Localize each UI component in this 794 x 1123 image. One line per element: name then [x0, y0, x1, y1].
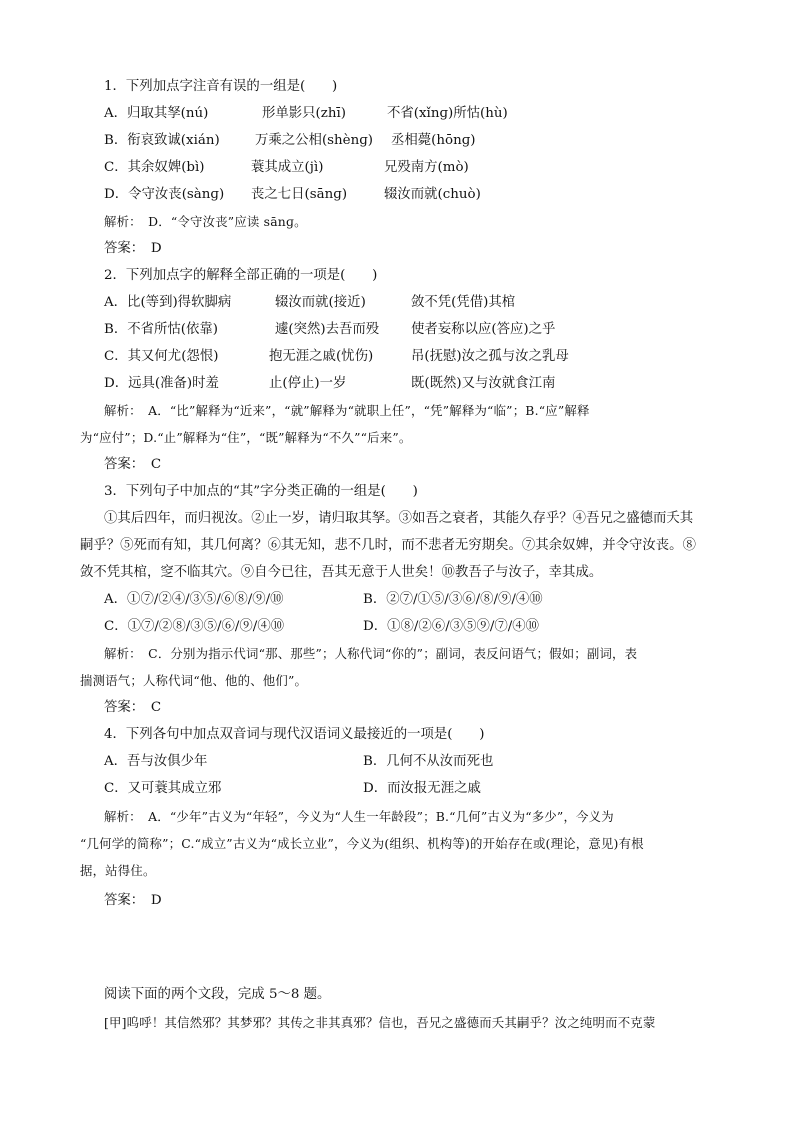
q1-b-1: B．衔哀致诚(xián)	[104, 133, 220, 148]
q1-option-c	[104, 159, 469, 177]
q2-d-2: 止(停止)一岁	[269, 376, 347, 391]
q2-a-1: A．比(等到)得软脚病	[104, 295, 232, 310]
reading-jia-line1: [甲]呜呼！其信然邪？其梦邪？其传之非其真邪？信也，吾兄之盛德而夭其嗣乎？汝之纯明而不克蒙	[104, 1015, 656, 1030]
q2-analysis-line1: 解析： A．“比”解释为“近来”，“就”解释为“就职上任”，“凭”解释为“临”；B.“应”解释	[104, 403, 590, 418]
q4-option-c: C．又可蓑其成立邪	[104, 781, 222, 796]
q2-analysis-line2: 为“应付”；D.“止”解释为“住”，“既”解释为“不久”“后来”。	[80, 430, 412, 445]
q3-option-b: B．②⑦/①⑤/③⑥/⑧/⑨/④⑩	[363, 592, 543, 607]
q3-text-line3: 敛不凭其棺，窆不临其穴。⑨自今已往，吾其无意于人世矣！⑩教吾子与汝子，幸其成。	[80, 565, 603, 580]
q1-analysis: 解析： D．“令守汝丧”应读 sānɡ。	[104, 214, 307, 229]
q1-a-2: 形单影只(zhī)	[262, 106, 346, 121]
q1-answer: 答案： D	[104, 241, 162, 256]
q2-a-3: 敛不凭(凭借)其棺	[411, 295, 516, 310]
q3-analysis-line2: 揣测语气；人称代词“他、他的、他们”。	[80, 673, 308, 688]
q4-analysis-line3: 据，站得住。	[80, 863, 156, 878]
q3-options-row1	[104, 591, 543, 609]
q4-answer: 答案： D	[104, 893, 162, 908]
q1-a-1: A．归取其孥(nú)	[104, 106, 209, 121]
q2-a-2: 辍汝而就(接近)	[275, 295, 366, 310]
q2-d-3: 既(既然)又与汝就食江南	[411, 376, 556, 391]
q1-stem: 1．下列加点字注音有误的一组是( )	[104, 79, 338, 94]
q1-d-2: 丧之七日(sānɡ)	[251, 187, 348, 202]
q3-options-row2	[104, 618, 540, 636]
q2-option-a	[104, 294, 516, 312]
q3-text-line1: ①其后四年，而归视汝。②止一岁，请归取其孥。③如吾之衰者，其能久存乎？④吾兄之盛德而夭其	[104, 511, 694, 526]
q2-option-c	[104, 348, 569, 366]
q3-stem: 3．下列句子中加点的“其”字分类正确的一组是( )	[104, 484, 418, 499]
q2-c-3: 吊(抚慰)汝之孤与汝之乳母	[411, 349, 569, 364]
q4-options-row2	[104, 780, 481, 798]
q4-stem: 4．下列各句中加点双音词与现代汉语词义最接近的一项是( )	[104, 727, 485, 742]
q3-text-line2: 嗣乎？⑤死而有知，其几何离？⑥其无知，悲不几时，而不悲者无穷期矣。⑦其余奴婢，并令守汝丧。⑧	[80, 538, 696, 553]
q1-option-a	[104, 105, 508, 123]
q4-option-a: A．吾与汝俱少年	[104, 754, 208, 769]
q1-c-2: 蓑其成立(jì)	[251, 160, 324, 175]
q3-option-c: C．①⑦/②⑧/③⑤/⑥/⑨/④⑩	[104, 619, 285, 634]
q1-b-3: 丞相薨(hōnɡ)	[391, 133, 476, 148]
q2-c-1: C．其又何尤(怨恨)	[104, 349, 219, 364]
q1-c-3: 兄殁南方(mò)	[384, 160, 469, 175]
q1-a-3: 不省(xǐnɡ)所怙(hù)	[387, 106, 508, 121]
q1-option-b	[104, 132, 476, 150]
q1-d-3: 辍汝而就(chuò)	[384, 187, 481, 202]
q2-b-3: 使者妄称以应(答应)之乎	[411, 322, 556, 337]
q3-answer: 答案： C	[104, 700, 162, 715]
q2-option-d	[104, 375, 556, 393]
q1-option-d	[104, 186, 481, 204]
q2-b-1: B．不省所怙(依靠)	[104, 322, 219, 337]
q2-c-2: 抱无涯之戚(忧伤)	[269, 349, 374, 364]
q2-d-1: D．远具(准备)时羞	[104, 376, 219, 391]
q4-option-b: B．几何不从汝而死也	[363, 754, 494, 769]
q4-analysis-line1: 解析： A．“少年”古义为“年轻”，今义为“人生一年龄段”；B.“几何”古义为“多少”，今义为	[104, 809, 614, 824]
q1-b-2: 万乘之公相(shènɡ)	[255, 133, 374, 148]
q1-c-1: C．其余奴婢(bì)	[104, 160, 205, 175]
q3-option-a: A．①⑦/②④/③⑤/⑥⑧/⑨/⑩	[104, 592, 284, 607]
q3-analysis-line1: 解析： C．分别为指示代词“那、那些”；人称代词“你的”；副词，表反问语气；假如；副词，表	[104, 646, 638, 661]
q2-stem: 2．下列加点字的解释全部正确的一项是( )	[104, 268, 378, 283]
q2-b-2: 遽(突然)去吾而殁	[275, 322, 380, 337]
q1-d-1: D．令守汝丧(sànɡ)	[104, 187, 225, 202]
q3-option-d: D．①⑧/②⑥/③⑤⑨/⑦/④⑩	[363, 619, 540, 634]
q4-options-row1	[104, 753, 494, 771]
q2-option-b	[104, 321, 556, 339]
q2-answer: 答案： C	[104, 457, 162, 472]
q4-analysis-line2: “几何学的简称”；C.“成立”古义为“成长立业”，今义为(组织、机构等)的开始存在或(理论，意见)有根	[80, 836, 644, 851]
q4-option-d: D．而汝报无涯之戚	[363, 781, 481, 796]
reading-intro: 阅读下面的两个文段，完成 5～8 题。	[104, 987, 331, 1002]
